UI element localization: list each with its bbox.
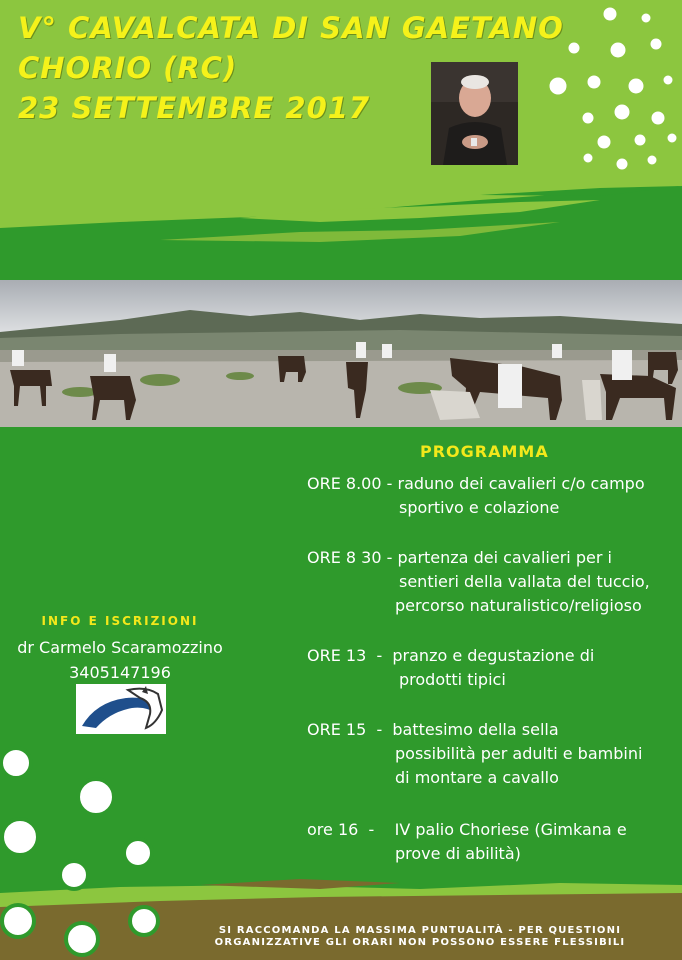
programme-time: ORE 8.00 bbox=[307, 474, 382, 493]
programme-separator: - bbox=[381, 548, 398, 567]
programme-item bbox=[307, 818, 679, 866]
programme-desc-line: raduno dei cavalieri c/o campo bbox=[397, 474, 645, 493]
priest-portrait bbox=[431, 62, 518, 165]
programme-desc-line: possibilità per adulti e bambini bbox=[395, 744, 643, 763]
programme-separator: - bbox=[366, 646, 393, 665]
programme-desc-line: sportivo e colazione bbox=[399, 498, 560, 517]
programme-item bbox=[307, 718, 679, 790]
programme-desc-line: pranzo e degustazione di bbox=[392, 646, 595, 665]
programme-time: ORE 8 30 bbox=[307, 548, 382, 567]
programme-time: ORE 13 bbox=[307, 646, 367, 665]
programme-desc-line: di montare a cavallo bbox=[395, 768, 559, 787]
programme-item bbox=[307, 472, 679, 520]
programme-time: ore 16 bbox=[307, 820, 359, 839]
footer-line: SI RACCOMANDA LA MASSIMA PUNTUALITÀ - PER QUESTIONI bbox=[218, 925, 622, 936]
footer-notice bbox=[180, 925, 660, 949]
programme-desc-line: IV palio Choriese (Gimkana e bbox=[394, 820, 627, 839]
horse-logo bbox=[76, 684, 166, 734]
event-location: CHORIO (RC) bbox=[18, 51, 238, 85]
programme-item bbox=[307, 546, 679, 618]
programme-item bbox=[307, 644, 679, 692]
programme-desc-line: prove di abilità) bbox=[395, 844, 521, 863]
programme-separator: - bbox=[381, 474, 398, 493]
programme-desc-line: prodotti tipici bbox=[399, 670, 506, 689]
footer-line: ORGANIZZATIVE GLI ORARI NON POSSONO ESSERE FLESSIBILI bbox=[214, 937, 626, 948]
programme-desc-line: battesimo della sella bbox=[392, 720, 559, 739]
horse-riders-panorama-photo bbox=[0, 280, 682, 427]
programme-desc-line: percorso naturalistico/religioso bbox=[395, 596, 642, 615]
programme-time: ORE 15 bbox=[307, 720, 367, 739]
programme-desc-line: partenza dei cavalieri per i bbox=[397, 548, 612, 567]
programme-heading: PROGRAMMA bbox=[420, 442, 549, 461]
contact-phone[interactable]: 3405147196 bbox=[69, 663, 171, 682]
info-heading: INFO E ISCRIZIONI bbox=[41, 614, 199, 628]
contact-name: dr Carmelo Scaramozzino bbox=[17, 638, 223, 657]
header-banner bbox=[0, 0, 682, 280]
programme-separator: - bbox=[366, 720, 393, 739]
event-date: 23 SETTEMBRE 2017 bbox=[18, 91, 371, 125]
event-title: V° CAVALCATA DI SAN GAETANO bbox=[18, 11, 564, 45]
programme-separator: - bbox=[358, 820, 395, 839]
programme-desc-line: sentieri della vallata del tuccio, bbox=[399, 572, 650, 591]
